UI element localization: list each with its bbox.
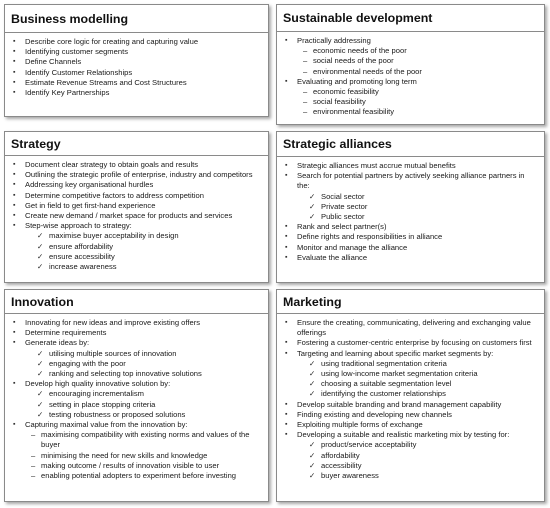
sub-item: – minimising the need for new skills and knowledge	[11, 451, 262, 461]
bullet-text: Ensure the creating, communicating, delivering and exchanging value offerings	[297, 318, 531, 338]
bullet-text: Monitor and manage the alliance	[297, 242, 408, 252]
panel-body	[5, 156, 268, 282]
sub-item: ✓ choosing a suitable segmentation level	[283, 379, 538, 389]
sub-item: ✓ Private sector	[283, 202, 538, 212]
bullet-text: Document clear strategy to obtain goals and results	[25, 160, 199, 169]
bullet-text: Describe core logic for creating and capturing value	[25, 37, 199, 46]
sub-item: – making outcome / results of innovation visible to user	[11, 461, 262, 471]
marketing-panel	[276, 289, 545, 502]
sub-item: ✓ Social sector	[283, 192, 538, 202]
bullet-item	[11, 201, 262, 211]
strategic-alliances-panel	[276, 131, 545, 283]
bullet-item	[283, 171, 538, 191]
panel-body	[277, 314, 544, 501]
sub-item: – environmental needs of the poor	[283, 67, 538, 77]
bullet-text: Developing a suitable and realistic marketing mix by testing for:	[297, 430, 510, 440]
bullet-text: Step-wise approach to strategy:	[25, 221, 132, 231]
bullet-item	[283, 161, 538, 171]
sub-item: – maximising compatibility with existing norms and values of the buyer	[11, 430, 262, 450]
sub-list	[11, 430, 262, 481]
bullet-text: Get in field to get first-hand experience	[25, 200, 156, 210]
bullet-text: Evaluating and promoting long term	[297, 76, 417, 86]
sub-item: ✓ Public sector	[283, 212, 538, 222]
bullet-text: Evaluate the alliance	[297, 252, 368, 262]
bullet-item	[11, 338, 262, 348]
bullet-text: Develop high quality innovative solution by:	[25, 379, 171, 389]
bullet-item	[283, 430, 538, 440]
bullet-text: Create new demand / market space for products and services	[25, 211, 233, 221]
sub-list	[283, 46, 538, 77]
sub-item: ✓ affordability	[283, 451, 538, 461]
bullet-item	[11, 191, 262, 201]
bullet-text: Define rights and responsibilities in alliance	[297, 232, 443, 242]
innovation-panel	[4, 289, 269, 502]
sub-list	[283, 359, 538, 400]
bullet-item	[283, 243, 538, 253]
business-modelling-panel	[4, 4, 269, 117]
bullet-item	[283, 410, 538, 420]
bullet-text: Determine competitive factors to address competition	[25, 190, 204, 200]
bullet-text: Generate ideas by:	[25, 338, 90, 348]
bullet-item	[283, 77, 538, 87]
sub-item: ✓ ranking and selecting top innovative solutions	[11, 369, 262, 379]
bullet-text: Targeting and learning about specific market segments by:	[297, 348, 494, 358]
sustainable-development-panel	[276, 4, 545, 125]
bullet-item	[11, 420, 262, 430]
sub-item: – social feasibility	[283, 97, 538, 107]
bullet-text: Search for potential partners by actively seeking alliance partners in the:	[297, 171, 525, 191]
bullet-text: Innovating for new ideas and improve existing offers	[25, 318, 201, 327]
bullet-item	[283, 349, 538, 359]
panel-title: Strategic alliances	[277, 132, 544, 157]
bullet-text: Addressing key organisational hurdles	[25, 180, 154, 190]
sub-item: ✓ increase awareness	[11, 262, 262, 272]
bullet-text: Identify Key Partnerships	[25, 88, 110, 98]
bullet-text: Develop suitable branding and brand management capability	[297, 399, 502, 409]
bullet-item	[283, 232, 538, 242]
sub-list	[11, 349, 262, 380]
bullet-item	[11, 170, 262, 180]
bullet-list	[11, 160, 262, 272]
bullet-item	[283, 222, 538, 232]
bullet-item	[283, 36, 538, 46]
bullet-item	[11, 88, 262, 98]
sub-item: ✓ maximise buyer acceptability in design	[11, 231, 262, 241]
bullet-text: Finding existing and developing new channels	[297, 409, 452, 419]
bullet-text: Rank and select partner(s)	[297, 222, 387, 232]
bullet-item	[11, 68, 262, 78]
bullet-item	[11, 379, 262, 389]
bullet-item	[283, 253, 538, 263]
bullet-text: Define Channels	[25, 57, 82, 67]
panel-body	[277, 157, 544, 282]
panel-body	[5, 314, 268, 501]
sub-list	[283, 87, 538, 118]
bullet-text: Outlining the strategic profile of enterprise, industry and competitors	[25, 170, 253, 180]
bullet-list	[11, 318, 262, 481]
bullet-item	[283, 338, 538, 348]
sub-item: ✓ product/service acceptability	[283, 440, 538, 450]
bullet-list	[283, 161, 538, 263]
bullet-item	[11, 57, 262, 67]
sub-item: – environmental feasibility	[283, 107, 538, 117]
bullet-text: Strategic alliances must accrue mutual benefits	[297, 161, 456, 170]
sub-item: ✓ setting in place stopping criteria	[11, 400, 262, 410]
strategy-panel	[4, 131, 269, 283]
bullet-text: Determine requirements	[25, 328, 107, 338]
bullet-item	[283, 420, 538, 430]
bullet-item	[11, 37, 262, 47]
sub-item: – economic feasibility	[283, 87, 538, 97]
sub-list	[11, 231, 262, 272]
bullet-item	[283, 318, 538, 338]
bullet-item	[11, 211, 262, 221]
sub-item: ✓ ensure accessibility	[11, 252, 262, 262]
bullet-item	[283, 400, 538, 410]
bullet-text: Fostering a customer-centric enterprise by focusing on customers first	[297, 338, 532, 348]
sub-item: ✓ ensure affordability	[11, 242, 262, 252]
sub-item: ✓ utilising multiple sources of innovation	[11, 349, 262, 359]
bullet-item	[11, 47, 262, 57]
sub-list	[283, 440, 538, 481]
sub-item: ✓ encouraging incrementalism	[11, 389, 262, 399]
bullet-list	[283, 318, 538, 481]
sub-item: ✓ accessibility	[283, 461, 538, 471]
panel-title: Strategy	[5, 132, 268, 156]
bullet-text: Practically addressing	[297, 36, 371, 45]
panel-title: Marketing	[277, 290, 544, 314]
bullet-text: Identify Customer Relationships	[25, 67, 133, 77]
sub-item: ✓ testing robustness or proposed solutions	[11, 410, 262, 420]
bullet-text: Identifying customer segments	[25, 47, 128, 57]
bullet-item	[11, 318, 262, 328]
panel-body	[5, 33, 268, 116]
sub-item: ✓ buyer awareness	[283, 471, 538, 481]
panel-title: Innovation	[5, 290, 268, 314]
sub-item: – social needs of the poor	[283, 56, 538, 66]
bullet-item	[11, 328, 262, 338]
sub-item: ✓ using traditional segmentation criteria	[283, 359, 538, 369]
sub-item: – enabling potential adopters to experiment before investing	[11, 471, 262, 481]
sub-item: ✓ identifying the customer relationships	[283, 389, 538, 399]
bullet-item	[11, 78, 262, 88]
bullet-text: Estimate Revenue Streams and Cost Structures	[25, 77, 187, 87]
panel-body	[277, 32, 544, 124]
bullet-text: Capturing maximal value from the innovation by:	[25, 420, 188, 430]
bullet-list	[11, 37, 262, 98]
bullet-list	[283, 36, 538, 118]
bullet-item	[11, 160, 262, 170]
bullet-item	[11, 180, 262, 190]
bullet-item	[11, 221, 262, 231]
sub-item: ✓ using low-income market segmentation criteria	[283, 369, 538, 379]
sub-list	[283, 192, 538, 223]
sub-item: – economic needs of the poor	[283, 46, 538, 56]
panel-title: Business modelling	[5, 5, 268, 33]
sub-list	[11, 389, 262, 420]
bullet-text: Exploiting multiple forms of exchange	[297, 420, 423, 430]
panel-title: Sustainable development	[277, 5, 544, 32]
sub-item: ✓ engaging with the poor	[11, 359, 262, 369]
